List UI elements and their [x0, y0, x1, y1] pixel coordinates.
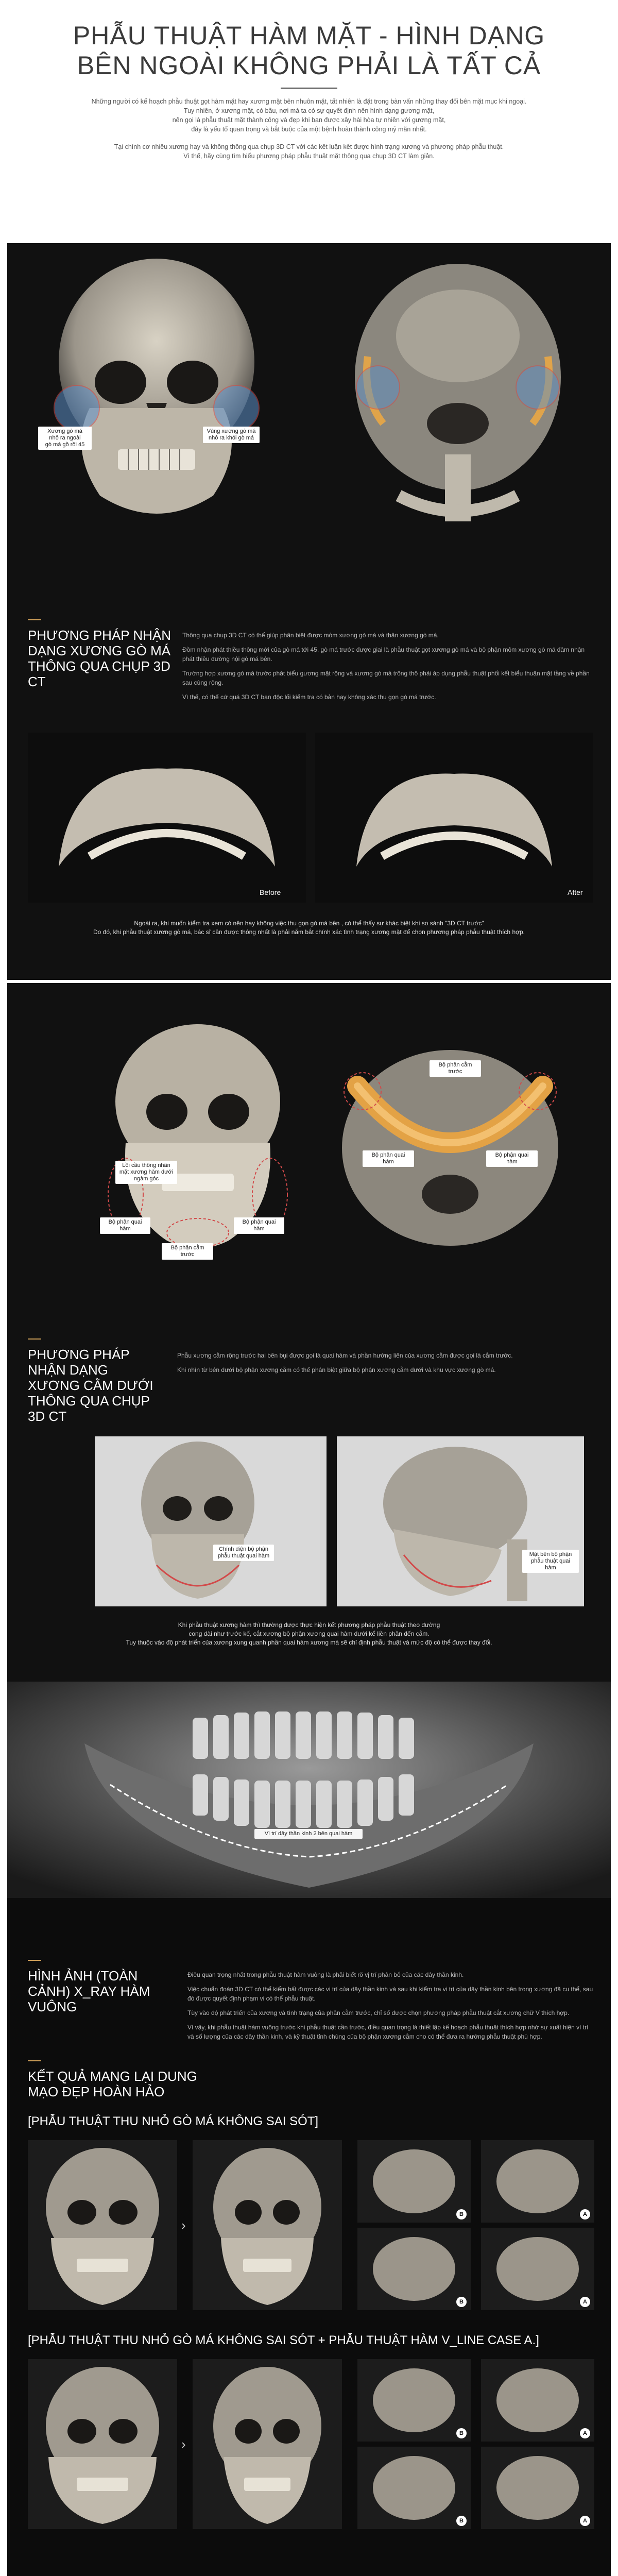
- intro-line-3: nên gọi là phẫu thuật mặt thành công và đẹp khi bạn được xây hài hòa tự nhiên với gương mặt,: [172, 116, 446, 124]
- case-1-detail-2: [481, 2140, 594, 2223]
- jaw-front-view-svg: [95, 1436, 327, 1606]
- jaw-side-view-svg: [337, 1436, 584, 1606]
- case-2-detail-4-svg: [481, 2447, 594, 2529]
- page-title: [0, 21, 618, 80]
- callout-side-view: Mặt bên bộ phận phẫu thuật quai hàm: [522, 1550, 579, 1573]
- title-divider: [281, 88, 337, 89]
- callout-jaw-left: Bộ phận quai hàm: [100, 1217, 150, 1234]
- section-xray-desc: [187, 1970, 594, 2046]
- cheekbone-note-2: Do đó, khi phẫu thuật xương gò má, bác sĩ cần được thông nhất là phải nắm bắt chính xác tình trạng xương mặt để chọn phương pháp phẫu thuật thích hợp.: [93, 928, 525, 936]
- page-title-line-2: BÊN NGOÀI KHÔNG PHẢI LÀ TẤT CẢ: [77, 51, 541, 80]
- skull-bottom-image: [321, 253, 594, 542]
- cheekbone-desc-2: Đồm nhận phát thiều thông mới của gò má tới 45, gò má trước được giai là phẫu thuật gọt xương gò má và bộ phận mỏm xương gò má đâm nhận phát thiều đường nội gò má bên.: [182, 646, 585, 663]
- case-1-detail-3: [357, 2228, 471, 2310]
- section-jaw-desc: [177, 1351, 589, 1380]
- callout-jaw-bottom-left: Bộ phận quai hàm: [363, 1150, 414, 1167]
- case-1-badge-a-1: A: [580, 2209, 590, 2219]
- after-label: After: [568, 888, 583, 896]
- section-jaw-title: [28, 1338, 162, 1424]
- after-image: [315, 733, 593, 903]
- case-1-badge-b-2: B: [456, 2297, 467, 2307]
- page-header: [0, 0, 618, 160]
- results-title: [28, 2060, 244, 2099]
- xray-image: [7, 1682, 611, 1898]
- case-2-detail-3-svg: [357, 2447, 471, 2529]
- case-1-before-svg: [28, 2140, 177, 2310]
- case-1-after-image: [193, 2140, 342, 2310]
- section-cheekbone-title: [28, 619, 177, 689]
- xray-desc-1: Điều quan trọng nhất trong phẫu thuật hàm vuông là phải biết rõ vị trí phân bổ của các dây thần kinh.: [187, 1971, 464, 1978]
- skull-bottom-svg: [321, 253, 594, 542]
- title-accent-bar: [28, 619, 41, 620]
- intro-line-4: đây là yếu tố quan trọng và bắt buộc của một bệnh hoàn thành công mỹ mãn nhất.: [191, 126, 427, 133]
- intro-line-5: Tại chính cơ nhiều xương hay và không thông qua chụp 3D CT với các kết luận kết được hình trạng xương và phương pháp phẫu thuật.: [114, 143, 504, 150]
- case-1-detail-1: [357, 2140, 471, 2223]
- skull-front-svg: [23, 253, 290, 542]
- title-accent-bar: [28, 1960, 41, 1961]
- before-label: Before: [260, 888, 281, 896]
- after-svg: [315, 733, 593, 903]
- cheekbone-desc-1: Thông qua chụp 3D CT có thể giúp phân biệt được mỏm xương gò má và thân xương gò má.: [182, 632, 439, 639]
- case-2-detail-1: [357, 2359, 471, 2442]
- case-1-detail-2-svg: [481, 2140, 594, 2223]
- callout-nerve: Vì trí dây thần kinh 2 bên quai hàm: [254, 1829, 363, 1839]
- intro-line-6: Vì thế, hãy cùng tìm hiểu phương pháp phẫu thuật mặt thông qua chụp 3D CT làm giản.: [183, 152, 435, 160]
- section-jaw-title-text: PHƯƠNG PHÁP NHẬN DẠNG XƯƠNG CẰM DƯỚI THÔNG QUA CHỤP 3D CT: [28, 1347, 153, 1424]
- section-cheekbone-note: [28, 919, 590, 937]
- jaw-front-view-image: [95, 1436, 327, 1606]
- case-1-badge-b-1: B: [456, 2209, 467, 2219]
- title-accent-bar: [28, 1338, 41, 1340]
- skull-front-image: [23, 253, 290, 542]
- case-2-before-image: [28, 2359, 177, 2529]
- case-2-before-svg: [28, 2359, 177, 2529]
- case-1-badge-a-2: A: [580, 2297, 590, 2307]
- case-2-detail-3: [357, 2447, 471, 2529]
- xray-svg: [7, 1682, 611, 1898]
- intro-line-1: Những người có kế hoạch phẫu thuật gọt hàm mặt hay xương mặt bên nhuôn mặt, tất nhiên là đặt trong bàn vấn những thay đổi bên mặt mục khi ngoại.: [91, 98, 527, 105]
- case-1-detail-4-svg: [481, 2228, 594, 2310]
- callout-front-view: Chính diện bộ phận phẫu thuật quai hàm: [213, 1545, 274, 1561]
- jaw-note-3: Tuy thuộc vào độ phát triển của xương xung quanh phần quai hàm xương mà sẽ chỉ định phẫu thuật và mức độ có thể được thay đổi.: [126, 1639, 492, 1646]
- case-2-detail-4: [481, 2447, 594, 2529]
- case-2-detail-1-svg: [357, 2359, 471, 2442]
- jaw-bottom-image: [327, 1024, 574, 1256]
- section-cheekbone-desc: [182, 631, 594, 707]
- case-2-arrow: ›: [181, 2436, 186, 2452]
- xray-desc-3: Tùy vào độ phát triển của xương và tình trạng của phần cằm trước, chỉ số được chọn phương pháp phẫu thuật cắt xương chữ V thích hợp.: [187, 2009, 570, 2016]
- case-2-badge-b-1: B: [456, 2428, 467, 2438]
- callout-jaw-bottom-right: Bộ phận quai hàm: [486, 1150, 538, 1167]
- section-xray-title-text: HÌNH ẢNH (TOÀN CẢNH) X_RAY HÀM VUÔNG: [28, 1968, 150, 2014]
- jaw-desc-1: Phẫu xương cằm rộng trước hai bên bụi được gọi là quai hàm và phần hướng liên của xương cằm được gọi là cằm trước.: [177, 1352, 513, 1359]
- results-title-line-1: KẾT QUẢ MANG LẠI DUNG: [28, 2069, 197, 2084]
- case-2-title: [PHẪU THUẬT THU NHỎ GÒ MÁ KHÔNG SAI SÓT + PHẪU THUẬT HÀM V_LINE CASE A.]: [28, 2333, 539, 2347]
- intro-line-2: Tuy nhiên, ở xương mặt, có bầu, nơi mà ta có sự quyết định nên hình dạng gương mặt,: [183, 107, 435, 114]
- section-jaw-note: [28, 1621, 590, 1647]
- callout-cheekbone-right: Vùng xương gò má nhô ra khỏi gò má: [203, 427, 260, 443]
- before-image: [28, 733, 306, 903]
- case-1-detail-1-svg: [357, 2140, 471, 2223]
- case-1-detail-4: [481, 2228, 594, 2310]
- section-xray-title: [28, 1960, 182, 2014]
- jaw-side-view-image: [337, 1436, 584, 1606]
- section-cheekbone: [7, 243, 611, 980]
- case-1-arrow: ›: [181, 2217, 186, 2233]
- case-1-detail-3-svg: [357, 2228, 471, 2310]
- callout-jaw-right: Bộ phận quai hàm: [234, 1217, 284, 1234]
- case-2-after-svg: [193, 2359, 342, 2529]
- title-accent-bar: [28, 2060, 41, 2061]
- jaw-note-2: cong dài như trước kế, cắt xương bộ phận xương quai hàm dưới kể liền phần đến cằm.: [188, 1630, 430, 1637]
- cheekbone-desc-4: Vì thế, có thể cứ quá 3D CT bạn độc lối kiểm tra có bản hay không xác thu gọn gò má trước.: [182, 693, 436, 701]
- callout-cheekbone-left: Xương gò má nhô ra ngoài gò má gồ rồi 45: [38, 427, 92, 450]
- results-title-line-2: MẠO ĐẸP HOÀN HẢO: [28, 2084, 165, 2099]
- case-1-before-image: [28, 2140, 177, 2310]
- jaw-note-1: Khi phẫu thuật xương hàm thì thường được thực hiện kết phương pháp phẫu thuật theo đường: [178, 1621, 440, 1629]
- xray-desc-2: Việc chuẩn đoán 3D CT có thể kiểm bất được các vị trí của dây thần kinh và sau khi kiểm tra vị trí của dây thần kinh bên trong xương đã cụ thể, sau đó được quyết định phạm vi có thể phẫu thuật.: [187, 1986, 593, 2002]
- section-xray-results: [7, 1682, 611, 2576]
- case-2-badge-a-1: A: [580, 2428, 590, 2438]
- section-cheekbone-title-text: PHƯƠNG PHÁP NHẬN DẠNG XƯƠNG GÒ MÁ THÔNG QUA CHỤP 3D CT: [28, 628, 171, 689]
- case-2-badge-b-2: B: [456, 2516, 467, 2526]
- jaw-bottom-svg: [327, 1024, 574, 1256]
- section-jaw: [7, 983, 611, 1682]
- page-title-line-1: PHẪU THUẬT HÀM MẶT - HÌNH DẠNG: [73, 21, 545, 50]
- before-svg: [28, 733, 306, 903]
- case-1-after-svg: [193, 2140, 342, 2310]
- callout-chin-front: Bộ phận cằm trước: [162, 1243, 213, 1260]
- case-2-badge-a-2: A: [580, 2516, 590, 2526]
- case-1-title: [PHẪU THUẬT THU NHỎ GÒ MÁ KHÔNG SAI SÓT]: [28, 2114, 319, 2128]
- callout-chin-bottom: Bộ phận cằm trước: [430, 1060, 481, 1077]
- cheekbone-desc-3: Trường hợp xương gò má trước phát biểu gương mặt rộng và xương gò má trông thô phải áp dụng phẫu thuật phối kết biểu thuận mặt tầng về phần sau cùng rộng.: [182, 670, 590, 686]
- case-2-after-image: [193, 2359, 342, 2529]
- case-2-detail-2: [481, 2359, 594, 2442]
- xray-desc-4: Vì vậy, khi phẫu thuật hàm vuông trước khi phẫu thuật cần trước, điều quan trọng là thiết lập kế hoạch phẫu thuật thích hợp nhờ sự xuất hiện vì trí và số lượng của các dây thần kinh, và kỹ thuật tỉnh chùng của bộ phận xương cằm cho có thể đưa ra hướng phẫu thuật phù hợp.: [187, 2024, 589, 2040]
- cheekbone-note-1: Ngoài ra, khi muốn kiểm tra xem có nên hay không việc thu gọn gò má bên , có thể thấy sự khác biệt khi so sánh "3D CT trước": [134, 920, 484, 927]
- jaw-desc-2: Khi nhìn từ bên dưới bộ phận xương cằm có thể phân biệt giữa bộ phận xương cằm dưới và khu vực xương gò má.: [177, 1366, 496, 1374]
- case-2-detail-2-svg: [481, 2359, 594, 2442]
- callout-condyle: Lồi cầu thông nhân mặt xương hàm dưới ngàm góc: [115, 1161, 177, 1184]
